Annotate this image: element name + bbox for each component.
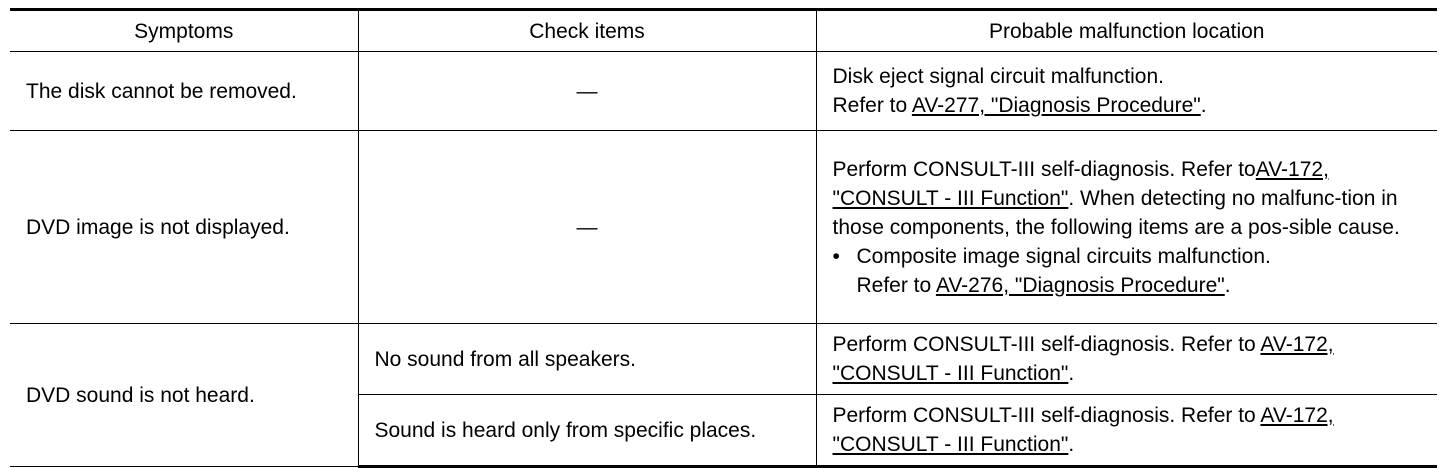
location-text: Disk eject signal circuit malfunction.: [832, 65, 1164, 88]
refer-end: .: [1068, 433, 1075, 456]
bullet-text: Composite image signal circuits malfunction.: [856, 244, 1271, 268]
location-cell: [816, 52, 1437, 131]
reference-link[interactable]: AV-172, "CONSULT - III Function": [832, 333, 1334, 385]
location-cell: [816, 131, 1437, 324]
refer-end: .: [1224, 273, 1231, 297]
location-post-text: . When detecting no malfunc-tion in those components, the following items are a pos-sible cause.: [832, 186, 1400, 239]
refer-end: .: [1200, 94, 1207, 117]
reference-link[interactable]: AV-172, "CONSULT - III Function": [832, 404, 1334, 456]
refer-text: Refer to: [856, 273, 936, 297]
symptom-cell: The disk cannot be removed.: [10, 52, 358, 131]
check-item-cell: —: [358, 52, 816, 131]
symptom-cell: DVD image is not displayed.: [10, 131, 358, 324]
location-pre-text: Perform CONSULT-III self-diagnosis. Refer to: [832, 157, 1256, 181]
header-probable-location: Probable malfunction location: [816, 10, 1437, 52]
check-item-cell: —: [358, 131, 816, 324]
location-pre-text: Perform CONSULT-III self-diagnosis. Refer to: [832, 333, 1261, 356]
bullet-icon: •: [832, 244, 840, 268]
location-cell: [816, 324, 1437, 395]
refer-end: .: [1068, 362, 1075, 385]
location-cell: [816, 395, 1437, 467]
table-row: [10, 131, 1437, 324]
check-item-cell: No sound from all speakers.: [358, 324, 816, 395]
refer-text: Refer to: [832, 94, 912, 117]
reference-link[interactable]: AV-276, "Diagnosis Procedure": [935, 273, 1225, 297]
check-item-cell: Sound is heard only from specific places.: [358, 395, 816, 467]
header-check-items: Check items: [358, 10, 816, 52]
table-row: [10, 324, 1437, 395]
symptom-cell: DVD sound is not heard.: [10, 324, 358, 467]
troubleshooting-table-wrapper: [10, 8, 1437, 468]
header-row: [10, 10, 1437, 52]
location-refer-line: [833, 91, 1424, 120]
reference-link[interactable]: AV-172, "CONSULT - III Function": [832, 157, 1329, 210]
header-symptoms: Symptoms: [10, 10, 358, 52]
bullet-refer-line: [833, 271, 1424, 300]
location-pre-text: Perform CONSULT-III self-diagnosis. Refer to: [832, 404, 1261, 427]
reference-link[interactable]: AV-277, "Diagnosis Procedure": [911, 94, 1201, 117]
table-row: [10, 52, 1437, 131]
bullet-item: [833, 242, 1424, 271]
location-paragraph: [833, 155, 1424, 242]
troubleshooting-table: [10, 8, 1437, 468]
